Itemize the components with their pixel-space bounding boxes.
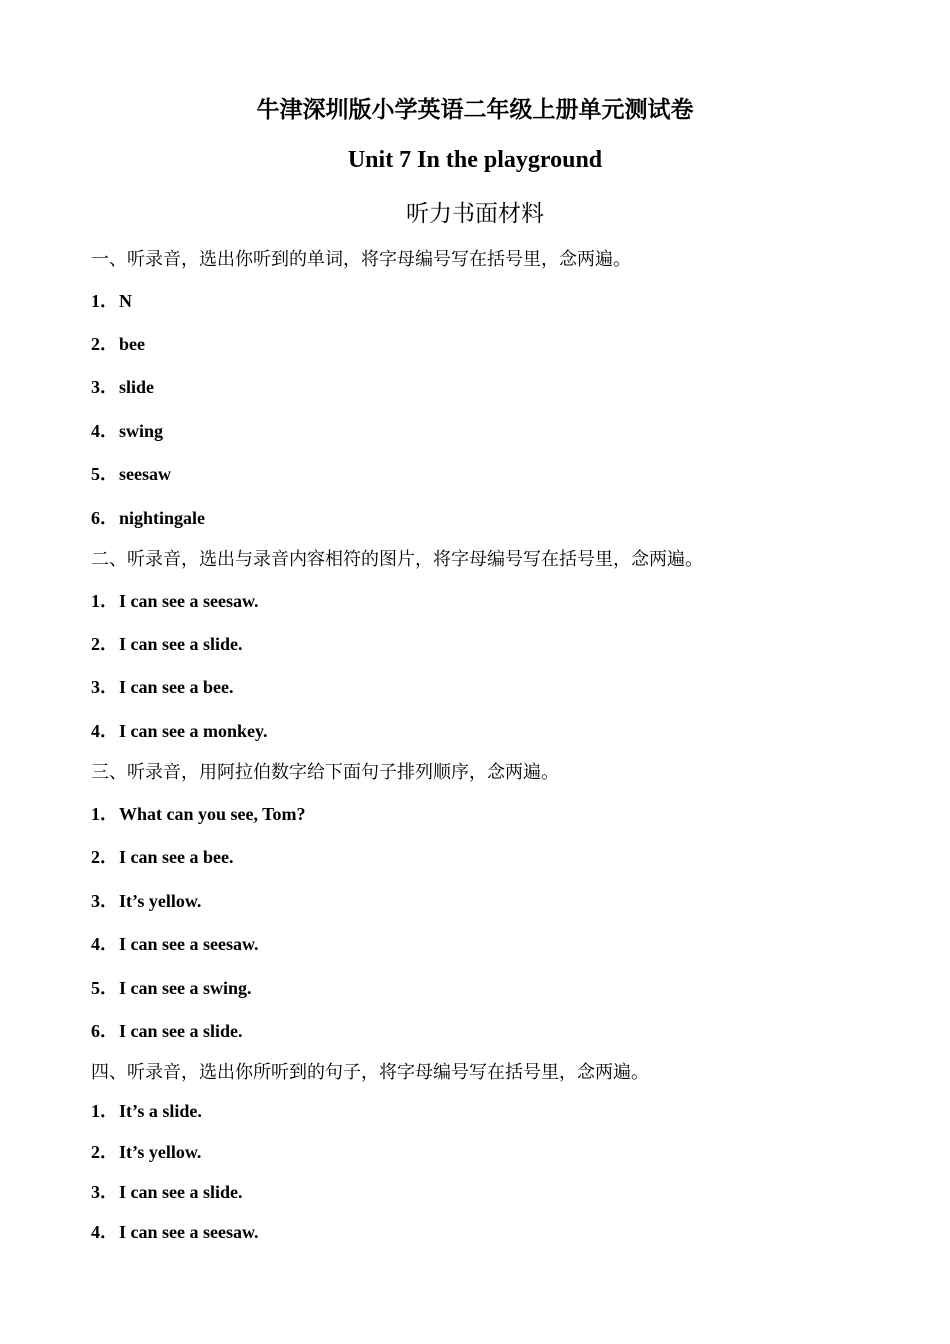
item-number: 4． bbox=[91, 421, 118, 441]
item-text: What can you see, Tom? bbox=[119, 804, 306, 824]
item-text: N bbox=[119, 291, 132, 311]
item-number: 2． bbox=[91, 1142, 118, 1162]
document-title-chinese: 牛津深圳版小学英语二年级上册单元测试卷 bbox=[256, 96, 694, 123]
item-number: 1． bbox=[91, 804, 118, 824]
item-text: I can see a seesaw. bbox=[119, 1222, 259, 1242]
item-text: nightingale bbox=[119, 508, 206, 528]
item-number: 6． bbox=[91, 508, 118, 528]
item-text: I can see a slide. bbox=[119, 634, 243, 654]
list-item bbox=[91, 719, 268, 743]
item-text: I can see a seesaw. bbox=[119, 934, 259, 954]
item-number: 3． bbox=[91, 891, 118, 911]
item-number: 4． bbox=[91, 1222, 118, 1242]
item-number: 4． bbox=[91, 934, 118, 954]
list-item bbox=[91, 1220, 258, 1244]
list-item bbox=[91, 976, 252, 1000]
item-number: 2． bbox=[91, 847, 118, 867]
item-text: It’s a slide. bbox=[119, 1101, 202, 1121]
item-text: It’s yellow. bbox=[119, 1142, 202, 1162]
item-text: slide bbox=[119, 377, 155, 397]
item-text: It’s yellow. bbox=[119, 891, 202, 911]
item-number: 3． bbox=[91, 677, 118, 697]
item-text: swing bbox=[119, 421, 164, 441]
item-number: 5． bbox=[91, 978, 118, 998]
document-subtitle: 听力书面材料 bbox=[406, 201, 544, 227]
list-item bbox=[91, 375, 154, 399]
item-text: I can see a bee. bbox=[119, 847, 234, 867]
item-text: I can see a swing. bbox=[119, 978, 252, 998]
list-item bbox=[91, 889, 201, 913]
list-item bbox=[91, 632, 243, 656]
section-2-heading: 二、听录音，选出与录音内容相符的图片，将字母编号写在括号里，念两遍。 bbox=[91, 549, 703, 570]
list-item bbox=[91, 675, 233, 699]
list-item bbox=[91, 419, 163, 443]
section-1-heading: 一、听录音，选出你听到的单词，将字母编号写在括号里，念两遍。 bbox=[91, 249, 631, 270]
list-item bbox=[91, 1180, 243, 1204]
item-text: I can see a bee. bbox=[119, 677, 234, 697]
list-item bbox=[91, 506, 205, 530]
list-item bbox=[91, 802, 306, 826]
item-number: 1． bbox=[91, 291, 118, 311]
list-item bbox=[91, 1140, 201, 1164]
item-number: 1． bbox=[91, 1101, 118, 1121]
list-item bbox=[91, 589, 258, 613]
list-item bbox=[91, 845, 233, 869]
list-item bbox=[91, 1099, 202, 1123]
list-item bbox=[91, 289, 132, 313]
item-text: seesaw bbox=[119, 464, 171, 484]
list-item bbox=[91, 332, 145, 356]
item-number: 3． bbox=[91, 377, 118, 397]
item-text: I can see a monkey. bbox=[119, 721, 268, 741]
item-text: I can see a slide. bbox=[119, 1021, 243, 1041]
item-number: 2． bbox=[91, 334, 118, 354]
item-number: 5． bbox=[91, 464, 118, 484]
item-number: 4． bbox=[91, 721, 118, 741]
item-number: 1． bbox=[91, 591, 118, 611]
item-number: 3． bbox=[91, 1182, 118, 1202]
item-text: bee bbox=[119, 334, 145, 354]
item-number: 2． bbox=[91, 634, 118, 654]
item-number: 6． bbox=[91, 1021, 118, 1041]
section-3-heading: 三、听录音，用阿拉伯数字给下面句子排列顺序，念两遍。 bbox=[91, 762, 559, 783]
list-item bbox=[91, 1019, 243, 1043]
item-text: I can see a seesaw. bbox=[119, 591, 259, 611]
list-item bbox=[91, 462, 171, 486]
item-text: I can see a slide. bbox=[119, 1182, 243, 1202]
section-4-heading: 四、听录音，选出你所听到的句子，将字母编号写在括号里，念两遍。 bbox=[91, 1062, 649, 1083]
list-item bbox=[91, 932, 258, 956]
document-title-english: Unit 7 In the playground bbox=[347, 147, 603, 173]
